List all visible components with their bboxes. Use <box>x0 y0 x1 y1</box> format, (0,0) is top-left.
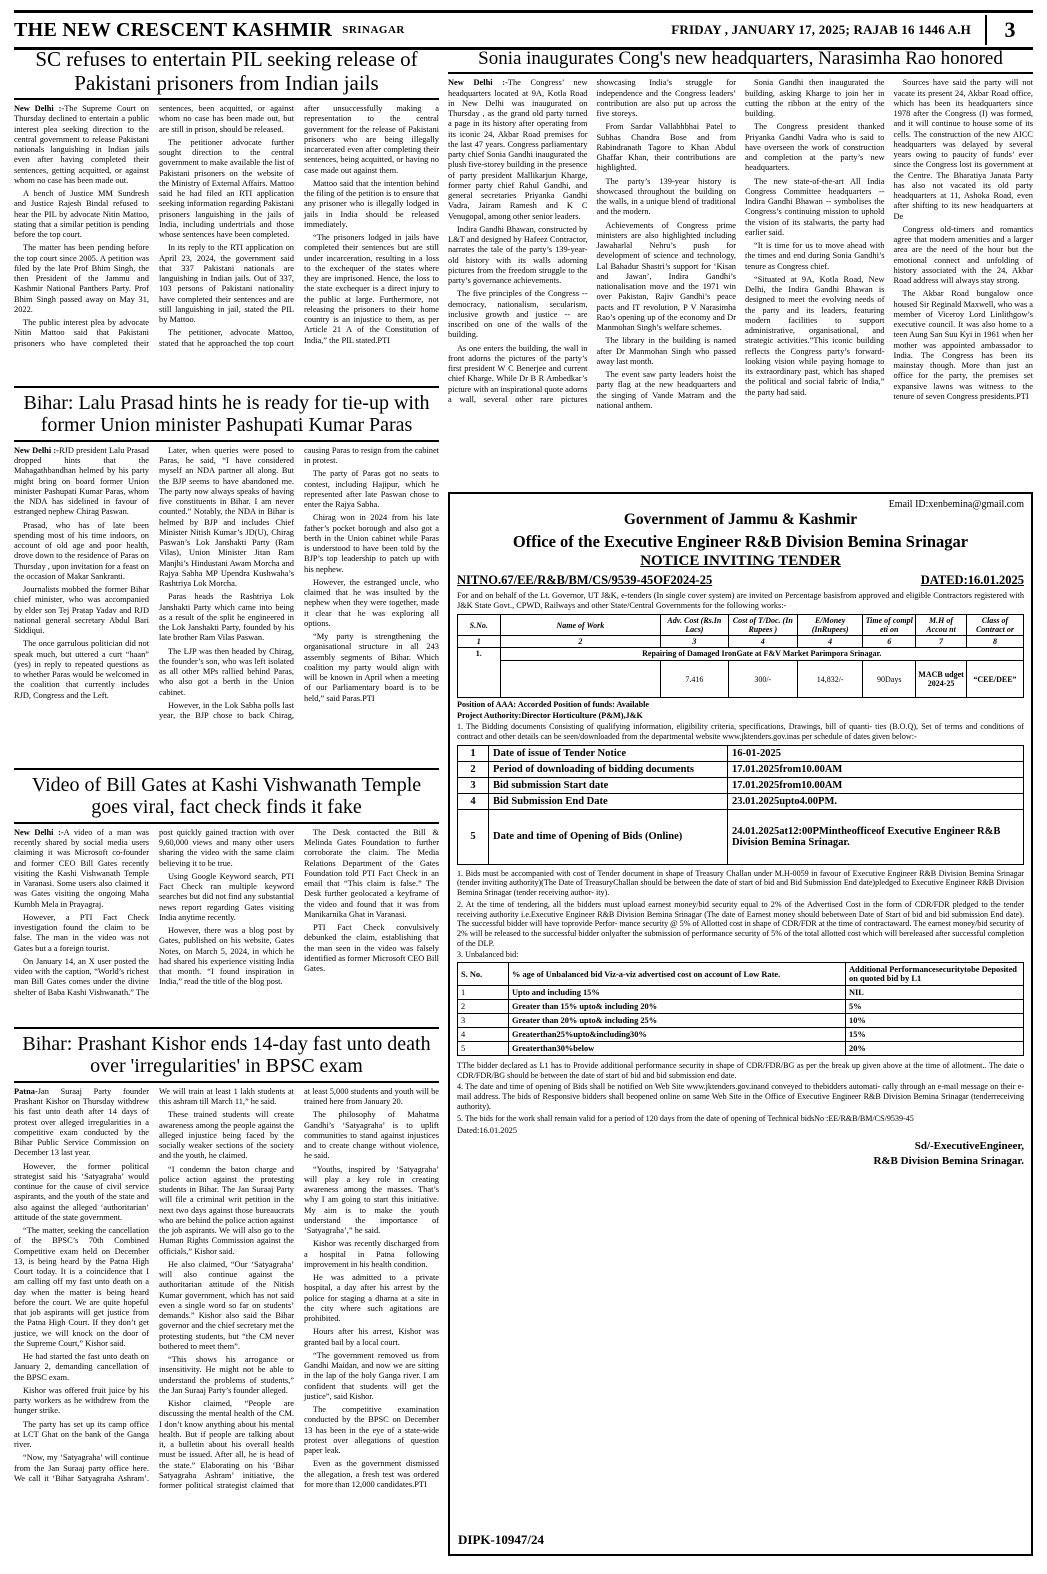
paragraph: The party has set up its camp office at LCT Ghat on the bank of the Ganga river. <box>14 1419 149 1450</box>
paragraph: The new state-of-the-art All India Congress Committee headquarters -- Indira Gandhi Bhawan -- symbolises the Congress’s continuing mission to uphold the vision of its stalwarts, the party had earlier said. <box>745 176 885 237</box>
paragraph: Paras heads the Rashtriya Lok Janshakti Party which came into being as a result of the split he engineered in the Lok Janshakti Party, founded by his late brother Ram Vilas Paswan. <box>159 592 294 643</box>
ub-percent: Greater than 20% upto& including 25% <box>509 1014 846 1028</box>
paragraph: He also claimed, “Our ‘Satyagraha’ will also continue against the authoritarian attitude of the Nitish Kumar government, which has not said even a single word so far on students’ demands.” Kishor also said the Bihar governor and the chief secretary met the protesting students, but “the CM never bothered to meet them”. <box>159 1259 294 1351</box>
note-2: 2. At the time of tendering, all the bidders must upload earnest money/bid security equal to 2% of the Advertised Cost in the form of CDR/FDR pledged to the tender receiving authority i.e.Executive Engineer R&B Division Bemina Srinagar (The date of Earnest money should bebetween Date of Start of bid and bid submission End date). The successful bidder will have toprovide Perfor- mance security @ 5% of Allotted cost in shape of CDR/FDR at the time of contractaward. The earnest money/bid security of 2% will be released to the successful bidder onlyafter the submission of performance security of 5% of the total allotted cost which will bereleased after successful completion of the DLP. <box>457 899 1024 948</box>
paragraph: Sonia Gandhi then inaugurated the building, asking Kharge to join her in cutting the ribbon at the entry of the building. <box>745 78 885 119</box>
paragraph: Hours after his arrest, Kishor was granted bail by a local court. <box>304 1327 439 1347</box>
paragraph: Achievements of Congress prime ministers are also highlighted including Jawaharlal Nehru’s push for development of science and technology, Lal Bahadur Shastri’s support for ‘Kisan and Jawan’, Indira Gandhi’s nationalisation move and the 1971 win over Pakistan, Rajiv Gandhi’s peace pacts and IT revolution, P V Narasimha Rao’s opening up of the economy and Dr Manmohan Singh’s welfare schemes. <box>596 220 736 333</box>
schedule-label: Period of downloading of bidding documents <box>489 761 728 777</box>
schedule-row <box>458 745 1024 761</box>
ub-col-additional: Additional Performancesecuritytobe Deposited on quoted bid by L1 <box>846 963 1024 986</box>
colnum: 8 <box>966 636 1023 648</box>
paragraph: PTI Fact Check convulsively debunked the claim, establishing that the man seen in the video was falsely identified as former Microsoft CEO Bill Gates. <box>304 923 439 974</box>
note-3: 3. Unbalanced bid: <box>457 950 519 960</box>
row-sno: 1. <box>458 648 501 698</box>
tender-government: Government of Jammu & Kashmir <box>623 511 858 528</box>
paragraph: “I condemn the baton charge and police action against the protesting students in Bihar. The Jan Suraaj Party will file a criminal writ petition in the next two days against those bureaucrats who are behind the police action against the job aspirants. We will also go to the Human Rights Commission against the officials,” Kishor said. <box>159 1164 294 1256</box>
dateline: New Delhi :- <box>14 445 59 455</box>
headline: Bihar: Lalu Prasad hints he is ready for tie-up with former Union minister Pashupati Kumar Paras <box>23 392 430 437</box>
ub-percent: Upto and including 15% <box>509 986 846 1000</box>
row-mh: MACB udget 2024-25 <box>916 661 967 698</box>
table-row <box>458 648 1024 661</box>
works-table <box>457 614 1024 698</box>
position-of-aaa: Position of AAA: Accorded Position of funds: Available <box>457 700 650 710</box>
ub-sno: 5 <box>458 1042 509 1056</box>
paper-title: THE NEW CRESCENT KASHMIR <box>14 18 333 41</box>
tender-intro: For and on behalf of the Lt. Governor, UT J&K, e-tenders (In single cover system) are invited on Percentage basisfrom approved and eligible Contractors registered with J&K State Govt., CPWD, Railways and other State/Central Governments for the following works:- <box>457 591 1024 611</box>
paragraph: However, the estranged uncle, who claimed that he was insulted by the nephew when they were together, made it clear that he was exploring all options. <box>304 577 439 628</box>
schedule-row <box>458 809 1024 864</box>
tender-number: NITNO.67/EE/R&B/BM/CS/9539-45OF2024-25 <box>457 573 713 588</box>
dateline: Patna- <box>14 1086 38 1096</box>
ub-additional: 15% <box>846 1028 1024 1042</box>
paragraph: Even as the government dismissed the allegation, a fresh test was ordered for more than 12,000 candidates.PTI <box>304 1459 439 1489</box>
page-number: 3 <box>985 15 1033 45</box>
paragraph: A bench of Justice MM Sundresh and Justice Rajesh Bindal refused to hear the PIL by advocate Nitin Mattoo, stating that a similar petition is pending before the top court. <box>14 189 149 240</box>
col-time: Time of compl eti on <box>863 615 916 636</box>
table-colnum-row <box>458 636 1024 648</box>
paragraph: Using Google Keyword search, PTI Fact Check ran multiple keyword searches but did not find any substantial news report regarding Gates visiting India anytime recently. <box>159 871 294 922</box>
paragraph: Patna-Jan Suraaj Party founder Prashant Kishor on Thursday withdrew his fast unto death after 14 days of protest over alleged irregularities in a competitive exam conducted by the Bihar Public Service Commission on December 13 last year. <box>14 1086 149 1158</box>
paragraph: The Akbar Road bungalow once housed Sir Reginald Maxwell, who was a member of Viceroy Lord Linlithgow’s executive council. It was also home to a teen Aung San Suu Kyi in 1961 when her mother was appointed ambassador to India. The Congress has been its mainstay though. More than just an office for the party, the premises set expansive lawns was witness to the tenure of seven Congress presidents.PTI <box>893 289 1033 401</box>
paragraph: In its reply to the RTI application on April 23, 2024, the government said that 337 Pakistani nationals are languishing in Indian jails. Out of 337, 103 persons of Pakistani nationality have completed their sentences and are still languishing in jail, stated the PIL by Mattoo. <box>159 243 294 325</box>
colnum: 6 <box>863 636 916 648</box>
paragraph: “Youths, inspired by ‘Satyagraha’ will play a key role in creating awareness among the masses. That’s why I am going to start this initiative. My aim is to make the youth understand the importance of ‘Satyagraha’,” he said. <box>304 1164 439 1236</box>
tender-email: Email ID:xenbemina@gmail.com <box>888 499 1024 510</box>
ub-percent: Greaterthan30%below <box>509 1042 846 1056</box>
signature-line-1: Sd/-ExecutiveEngineer, <box>914 1140 1024 1153</box>
paragraph: Kishor was recently discharged from a hospital in Patna following improvement in his health condition. <box>304 1239 439 1269</box>
paper-city: SRINAGAR <box>342 24 405 36</box>
row-time: 90Days <box>863 661 916 698</box>
article-body <box>14 104 439 349</box>
signature-line-2: R&B Division Bemina Srinagar. <box>873 1154 1024 1167</box>
paragraph: “Situated at 9A, Kotla Road, New Delhi, the Indira Gandhi Bhawan is designed to meet the evolving needs of the party and its leaders, featuring modern facilities to support administrative, organisational, and strategic activities.”This iconic building reflects the Congress party’s forward-looking vision while paying homage to its extraordinary past, which has shaped the political and social fabric of India,” the party had said. <box>745 274 885 397</box>
paragraph: On January 14, an X user posted the video with the caption, “World’s richest man Bill Gates comes under the divine shelter of Baba Kashi Vishwanath.” The post quickly gained traction with over 9,60,000 views and many other users sharing the video with the same claim believing it to be true. <box>14 827 294 997</box>
article-body <box>14 828 439 998</box>
paragraph: However, the former political strategist said his ‘Satyagraha’ would continue for the cause of civil service aspirants, and the youth of the state and also against the alleged ‘authoritarian’ attitude of the state government. <box>14 1161 149 1222</box>
paragraph: He was admitted to a private hospital, a day after his arrest by the police for staging a dharna at a site in the city where such agitations are prohibited. <box>304 1273 439 1324</box>
schedule-no: 2 <box>458 761 489 777</box>
paragraph: The Congress president thanked Priyanka Gandhi Vadra who is said to have overseen the work of construction and completion at the party’s new headquarters. <box>745 122 885 173</box>
paragraph: From Sardar Vallabhbhai Patel to Subhas Chandra Bose and from Rabindranath Tagore to Khan Abdul Ghaffar Khan, their contributions are highlighted. <box>596 122 736 173</box>
unbalanced-header-row <box>458 963 1024 986</box>
paragraph: Sources have said the party will not vacate its present 24, Akbar Road office, which has been its headquarters since 1978 after the Congress (I) was formed, and it will continue to house some of its cells. The construction of the new AICC headquarters was delayed by several years owing to paucity of funds’ ever since the Congress lost its government at the Centre. The Bharatiya Janata Party has also not vacated its old party headquarters at 11, Ashoka Road, even after shifting to its new headquarters at De <box>893 78 1033 221</box>
row-class: “CEE/DEE” <box>966 661 1023 698</box>
paragraph: “The prisoners lodged in jails have completed their sentences but are still under incarceration, resulting in a loss to the exchequer of the states where they are imprisoned. Hence, the loss to the state exchequer is a direct injury to the public at large. Furthermore, not releasing the prisoners to their home country is an injustice to them, as per Article 21 A of the Constitution of India,” the PIL stated.PTI <box>304 233 439 345</box>
headline: Sonia inaugurates Cong's new headquarters, Narasimha Rao honored <box>478 48 1003 69</box>
colnum: 7 <box>916 636 967 648</box>
article-prashant-kishor <box>14 1027 439 1491</box>
table-row-values <box>458 661 1024 698</box>
schedule-value: 17.01.2025from10.00AM <box>728 777 1024 793</box>
schedule-value: 16-01-2025 <box>728 745 1024 761</box>
paragraph: “The government removed us from Gandhi Maidan, and now we are sitting in the lap of the holy Ganga river. I am confident that students will get the justice”, said Kishor. <box>304 1350 439 1401</box>
paragraph: Congress old-timers and romantics agree that modern amenities and a larger area are the need of the hour but the emotional connect and unfolding of history associated with the 24, Akbar Road address will always stay strong. <box>893 224 1033 286</box>
schedule-no: 4 <box>458 793 489 809</box>
schedule-value: 24.01.2025at12:00PMintheofficeof Executive Engineer R&B Division Bemina Srinagar. <box>728 809 1024 864</box>
article-body <box>14 1087 439 1492</box>
col-cost-tdoc: Cost of T/Doc. (In Rupees ) <box>728 615 797 636</box>
table-row <box>458 1028 1024 1042</box>
ub-additional: 20% <box>846 1042 1024 1056</box>
schedule-label: Bid Submission End Date <box>489 793 728 809</box>
paragraph: The matter has been pending before the top court since 2005. A petition was filed by the late Prof Bhim Singh, the then President of the Jammu and Kashmir National Panthers Party. Prof Bhim Singh passed away on May 31, 2022. <box>14 243 149 314</box>
paragraph: Journalists mobbed the former Bihar chief minister, who was accompanied by elder son Tej Pratap Yadav and RJD national general secretary Abdul Bari Siddiqui. <box>14 585 149 636</box>
ub-sno: 1 <box>458 986 509 1000</box>
row-work-name: Repairing of Damaged IronGate at F&V Market Parimpora Srinagar. <box>500 648 1024 661</box>
schedule-label: Date of issue of Tender Notice <box>489 745 728 761</box>
ub-col-percent: % age of Unbalanced bid Viz-a-viz advertised cost on account of Low Rate. <box>509 963 846 986</box>
footer-note-2: 4. The date and time of opening of Bids shall be notified on Web Site www.jktenders.gov.inand conveyed to thebidders automati- cally through an e-mail message on their e-mail address. The bids of Responsive bidders shall beopened online on same Web Site in the Office of Executive Engineer R&B Division Bemina Srinagar (tenderreceiving authority). <box>457 1082 1024 1111</box>
ub-additional: 10% <box>846 1014 1024 1028</box>
paragraph: Chirag won in 2024 from his late father’s pocket borough and also got a berth in the Union cabinet while Paras is understood to have been told by the BJP’s top leadership to patch up with his nephew. <box>304 513 439 574</box>
paragraph: “This shows his arrogance or insensitivity. He might not be able to understand the problems of students,” the Jan Suraaj Party’s founder alleged. <box>159 1355 294 1395</box>
table-row <box>458 1014 1024 1028</box>
schedule-no: 5 <box>458 809 489 864</box>
ub-percent: Greaterthan25%upto&including30% <box>509 1028 846 1042</box>
paragraph: The LJP was then headed by Chirag, the founder’s son, who was left isolated as all other MPs rallied behind Paras, who also got a berth in the Union cabinet. <box>159 646 294 697</box>
paragraph: “The matter, seeking the cancellation of the BPSC’s 70th Combined Competitive exam held on December 13, is being heard by the Patna High Court today. It is a coincidence that I am calling off my fast unto death on a day when the matter is being heard before the court. We are quite hopeful that job aspirants will get justice from the Patna High Court. If they don’t get justice, we will knock on the door of the Supreme Court,” Kishor said. <box>14 1226 149 1348</box>
paragraph: The once garrulous politician did not speak much, but uttered a curt “haan” (yes) in reply to repeated questions as to whether Paras would be welcomed in the coalition that currently includes RJD, Congress and the Left. <box>14 639 149 700</box>
paragraph: The philosophy of Mahatma Gandhi’s ‘Satyagraha’ is to uplift communities to stand against injustices and to create change without violence, he said. <box>304 1110 439 1161</box>
paragraph: The party’s 139-year history is showcased throughout the building on the walls, in a unique blend of traditional and the modern. <box>596 176 736 217</box>
headline: Bihar: Prashant Kishor ends 14-day fast unto death over 'irregularities' in BPSC exam <box>22 1033 431 1078</box>
footer-note-1: TThe bidder declared as L1 has to Provide additional performance security in shape of CDR/FDR/BG as per the break up given above at the time of allotment.. The date o CDR/FDR/BG should be between the date of start of bid and bid submission end date. <box>457 1061 1024 1080</box>
schedule-no: 3 <box>458 777 489 793</box>
col-sno: S.No. <box>458 615 501 636</box>
paragraph: New Delhi :-RJD president Lalu Prasad dropped hints that the Mahagathbandhan helmed by his party might bring on board former Union minister Pashupati Kumar Paras, whom the NDA has sidelined in favour of estranged nephew Chirag Paswan. <box>14 445 149 517</box>
table-row <box>458 986 1024 1000</box>
colnum: 1 <box>458 636 501 648</box>
ub-sno: 2 <box>458 1000 509 1014</box>
schedule-table <box>457 745 1024 865</box>
paragraph: Indira Gandhi Bhawan, constructed by L&T and designed by Hafeez Contractor, narrates the tale of the party’s 139-year-old history with its walls adorning pictures from the freedom struggle to the party’s governance achievements. <box>448 224 588 286</box>
tender-notice <box>448 492 1033 1556</box>
paragraph: The petitioner, advocate Mattoo, stated that he approached the top court after unsuccessfully making a representation to the central government for the release of Pakistani prisoners who are being illegally incarcerated even after completing their sentences, being acquitted, or having no case made out against them. <box>159 104 439 348</box>
schedule-label: Date and time of Opening of Bids (Online) <box>489 809 728 864</box>
paragraph: He had started the fast unto death on January 2, demanding cancellation of the BPSC exam. <box>14 1352 149 1382</box>
paragraph: New Delhi :-The Supreme Court on Thursday declined to entertain a public interest plea seeking direction to the central government to release Pakistani nationals languishing in Indian jails even after having completed their sentences, getting acquitted, or against whom no case has been made out. <box>14 104 149 185</box>
paragraph: The five principles of the Congress -- democracy, nationalism, secularism, inclusive growth and justice -- are inscribed on one of the walls of the building. <box>448 289 588 340</box>
col-name-of-work: Name of Work <box>500 615 661 636</box>
colnum: 3 <box>661 636 728 648</box>
paragraph: Mattoo said that the intention behind the filing of the petition is to ensure that any prisoner who is illegally lodged in jails in India should be released immediately. <box>304 178 439 229</box>
tender-dated-line: Dated:16.01.2025 <box>457 1126 518 1136</box>
col-class: Class of Contract or <box>966 615 1023 636</box>
article-body <box>448 78 1033 411</box>
headline: SC refuses to entertain PIL seeking release of Pakistani prisoners from Indian jails <box>35 47 418 95</box>
schedule-no: 1 <box>458 745 489 761</box>
dateline: New Delhi :- <box>14 104 65 114</box>
masthead <box>14 10 1033 50</box>
ub-additional: 5% <box>846 1000 1024 1014</box>
article-sc-pil <box>14 48 439 349</box>
unbalanced-bid-table <box>457 962 1024 1056</box>
col-adv-cost: Adv. Cost (Rs.In Lacs) <box>661 615 728 636</box>
dateline: New Delhi :- <box>14 827 64 837</box>
paragraph: New Delhi :-The Congress’ new headquarters located at 9A, Kotla Road in New Delhi was inaugurated on Thursday , as the grand old party turned a page in its history after operating from its iconic 24, Akbar Road premises for the last 47 years. Congress parliamentary party chief Sonia Gandhi inaugurated the plush five-storey building in the presence of party president Mallikarjun Kharge, former party chief Rahul Gandhi, and general secretaries Priyanka Gandhi Vadra, Jairam Ramesh and K C Venugopal, among other senior leaders. <box>448 78 588 221</box>
paragraph: Kishor was offered fruit juice by his party workers as he withdrew from the hunger strike. <box>14 1385 149 1416</box>
paragraph: Kishor claimed, “People are discussing the mental health of the CM. I don’t know anything about his mental health. But if people are talking about it, a bulletin about his overall health must be issued. After all, he is head of the state.” Elaborating on his ‘Bihar Satyagraha Ashram’ initiative, the former political strategist claimed that at least 5,000 students and youth will be trained here from January 20. <box>159 1086 439 1491</box>
table-header-row <box>458 615 1024 636</box>
paragraph: Later, when queries were posed to Paras, he said, “I have considered myself an NDA partner all along. But the BJP seems to have abandoned me. The party now always speaks of having five constituents in Bihar. I am never counted.” Notably, the NDA in Bihar is helmed by BJP and includes Chief Minister Nitish Kumar’s JD(U), Chirag Paswan’s Lok Janshakti Party (Ram Vilas), Union Minister Jitan Ram Manjhi’s Hindustani Awam Morcha and Rajya Sabha MP Upendra Kushwaha’s Rashtriya Lok Morcha. <box>159 445 294 589</box>
paragraph: However, there was a blog post by Gates, published on his website, Gates Notes, on March 5, 2024, in which he had shared his experience visiting India that month. “I found inspiration in India,” read the title of the blog post. <box>159 926 294 987</box>
paragraph: The petitioner advocate further sought direction to the central government to make available the list of Pakistani prisoners on the website of the Ministry of External Affairs. Mattoo said he had filed an RTI application seeking information regarding Pakistani prisoners languishing in the jails of India, including undertrials and those whose sentences have been completed. <box>159 137 294 240</box>
schedule-value: 23.01.2025upto4.00PM. <box>728 793 1024 809</box>
col-mh-account: M.H of Accou nt <box>916 615 967 636</box>
row-emoney: 14,832/- <box>798 661 863 698</box>
tender-title: NOTICE INVITING TENDER <box>640 553 841 570</box>
headline: Video of Bill Gates at Kashi Vishwanath Temple goes viral, fact check finds it fake <box>31 774 422 819</box>
note-1: 1. Bids must be accompanied with cost of Tender document in shape of Treasury Challan under M.H-0059 in favour of Executive Engineer R&B Division Bemina Srinagar (tender inviting authority)(The Date of TreasuryChallan should be between the date of start of bid and Bid Submission End date)pledged to Executive Engineer R&B Division Bemina Srinagar (tender receiving author- ity). <box>457 868 1024 898</box>
col-emoney: E/Money (InRupees) <box>798 615 863 636</box>
paragraph: The public interest plea by advocate Nitin Mattoo said that Pakistani prisoners who have completed their sentences, been acquitted, or against whom no case has been made out, but are still in prison, should be released. <box>14 104 294 348</box>
dateline: New Delhi :- <box>448 78 508 88</box>
schedule-value: 17.01.2025from10.00AM <box>728 761 1024 777</box>
paragraph: However, in the Lok Sabha polls last year, the BJP chose to back Chirag, causing Paras to resign from the cabinet in protest. <box>159 445 439 721</box>
table-row <box>458 1042 1024 1056</box>
paragraph: The competitive examination conducted by the BPSC on December 13 has been in the eye of a state-wide protest over allegations of question paper leak. <box>304 1405 439 1456</box>
schedule-row <box>458 761 1024 777</box>
paragraph: New Delhi :-A video of a man was recently shared by social media users claiming it was Microsoft co-founder and former CEO Bill Gates recently visiting the Kashi Vishwanath Temple in Varanasi. Some users also claimed it was Gates visiting the ongoing Maha Kumbh Mela in Prayagraj. <box>14 827 149 909</box>
row-blank <box>500 661 661 698</box>
ub-col-sno: S. No. <box>458 963 509 986</box>
paragraph: The event saw party leaders hoist the party flag at the new headquarters and the singing of Vande Matram and the national anthem. <box>596 370 736 410</box>
schedule-label: Bid submission Start date <box>489 777 728 793</box>
paragraph: The party of Paras got no seats to contest, including Hajipur, which he represented after late Paswan chose to enter the Rajya Sabha. <box>304 469 439 510</box>
bidding-docs-note: 1. The Bidding documents Consisting of qualifying information, eligibility criteria, specifications, Drawings, bill of quanti- ties (B.O.Q), Set of terms and conditions of contract and other details can be seen/downloaded from the departmental website www.jktenders.gov.inas per schedule of dates given below:- <box>457 722 1024 741</box>
ub-sno: 3 <box>458 1014 509 1028</box>
schedule-row <box>458 793 1024 809</box>
colnum: 4 <box>728 636 797 648</box>
paragraph: The library in the building is named after Dr Manmohan Singh who passed away last month. <box>596 336 736 366</box>
schedule-row <box>458 777 1024 793</box>
ub-percent: Greater than 15% upto& including 20% <box>509 1000 846 1014</box>
colnum: 2 <box>500 636 661 648</box>
ub-additional: NIL <box>846 986 1024 1000</box>
article-body <box>14 446 439 722</box>
paragraph: “Now, my ‘Satyagraha’ will continue from the Jan Suraaj party office here. We call it ‘Bihar Satyagraha Ashram’. We will train at least 1 lakh students at this ashram till March 11,” he said. <box>14 1086 294 1483</box>
tender-dated: DATED:16.01.2025 <box>920 573 1024 588</box>
footer-note-3: 5. The bids for the work shall remain valid for a period of 120 days from the date of opening of Technical bidsNo :EE/R&B/BM/CS/9539-45 <box>457 1113 914 1123</box>
project-authority: Project Authority:Director Horticulture (P&M),J&K <box>457 711 643 721</box>
ub-sno: 4 <box>458 1028 509 1042</box>
paragraph: “My party is strengthening the organisational structure in all 243 assembly segments of Bihar. Which coalition my party would align with will be known in April when a meeting of our Parliamentary board is to be held,” said Paras.PTI <box>304 632 439 703</box>
article-bihar-lalu <box>14 386 439 721</box>
paragraph: Prasad, who has of late been spending most of his time indoors, on account of old age and poor health, drove down to the residence of Paras on Thursday , upon invitation for a feast on the occasion of Makar Sankranti. <box>14 520 149 581</box>
paragraph: These trained students will create awareness among the people against the alleged injustice being faced by the socially weaker sections of the society and the youth, he claimed. <box>159 1110 294 1161</box>
paragraph: However, a PTI Fact Check investigation found the claim to be false. The man in the video was not Gates but a a foreign tourist. <box>14 912 149 953</box>
paragraph: “It is time for us to move ahead with the times and end during Sonia Gandhi’s tenure as Congress chief. <box>745 241 885 271</box>
colnum: 4 <box>798 636 863 648</box>
row-cost-tdoc: 300/- <box>728 661 797 698</box>
dipk-number: DIPK-10947/24 <box>458 1532 544 1547</box>
issue-date: FRIDAY , JANUARY 17, 2025; RAJAB 16 1446 A.H <box>671 22 971 37</box>
table-row <box>458 1000 1024 1014</box>
row-adv-cost: 7.416 <box>661 661 728 698</box>
article-bill-gates <box>14 768 439 998</box>
article-sonia-cong <box>448 48 1033 411</box>
tender-office: Office of the Executive Engineer R&B Division Bemina Srinagar <box>512 531 969 551</box>
paragraph: As one enters the building, the wall in front adorns the pictures of the party’s first president W C Benerjee and current chief Kharge. While Dr B R Ambedkar’s picture with an inspirational quote adorns a wall, several other rare pictures showcasing India’s struggle for independence and the Congress leaders’ contribution are also put up across the five storeys. <box>448 78 736 404</box>
paragraph: The Desk contacted the Bill & Melinda Gates Foundation to further corroborate the claim. The Media Relations Department of the Gates Foundation told PTI Fact Check in an email that “This claim is false.” The Desk further geolocated a keyframe of the video and found that it was from Manikarnika Ghat in Varanasi. <box>304 827 439 919</box>
